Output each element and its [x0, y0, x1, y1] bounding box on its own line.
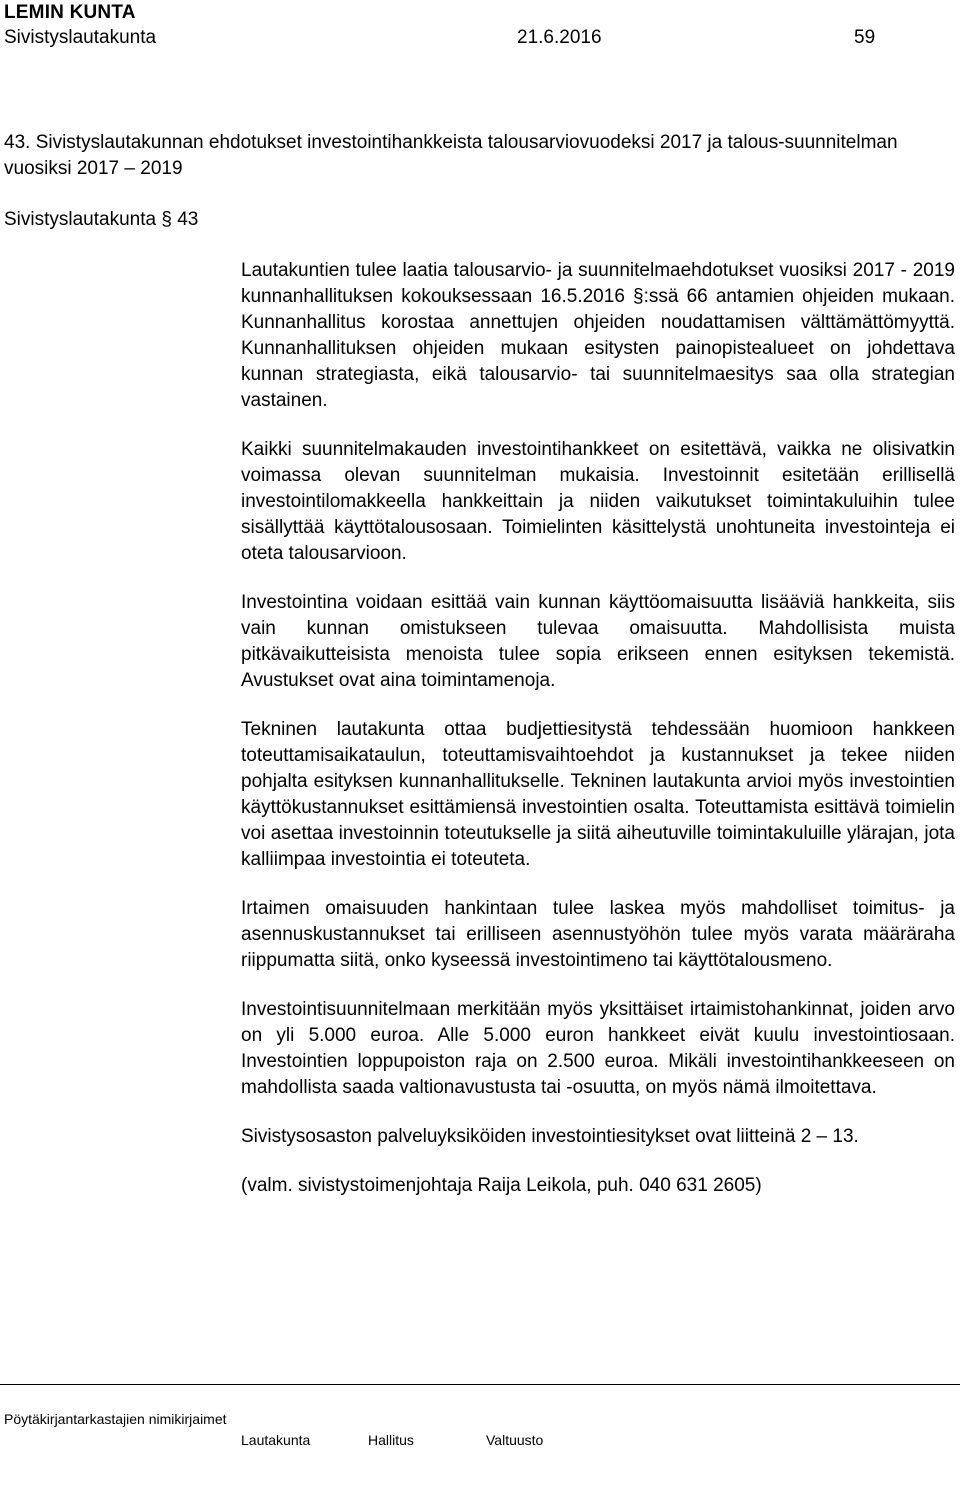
agenda-item-title: 43. Sivistyslautakunnan ehdotukset investointihankkeista talousarviovuodeksi 2017 ja talous-suunnitelman vuosiksi 2017 – 2019 — [4, 132, 898, 179]
footer-column-valtuusto: Valtuusto — [486, 1432, 544, 1448]
body-paragraph: Investointisuunnitelmaan merkitään myös yksittäiset irtaimistohankinnat, joiden arvo on yli 5.000 euroa. Alle 5.000 euron hankkeet eivät kuulu investointiosaan. Investointien loppupoiston raja on 2.500 euroa. Mikäli investointihankkeeseen on mahdollista saada valtionavustusta tai -osuutta, on myös nämä ilmoitettava. — [241, 999, 955, 1098]
header-committee: Sivistyslautakunta — [4, 27, 157, 48]
header-date: 21.6.2016 — [517, 27, 602, 48]
preparer-signature: (valm. sivistystoimenjohtaja Raija Leikola, puh. 040 631 2605) — [241, 1175, 762, 1196]
body-paragraph: Lautakuntien tulee laatia talousarvio- ja suunnitelmaehdotukset vuosiksi 2017 - 2019 kunnanhallituksen kokouksessaan 16.5.2016 §:ssä 66 antamien ohjeiden mukaan. Kunnanhallitus korostaa annettujen ohjeiden noudattamisen välttämättömyyttä. Kunnanhallituksen ohjeiden mukaan esitysten painopistealueet on johdettava kunnan strategiasta, eikä talousarvio- tai suunnitelmaesitys saa olla strategian vastainen. — [241, 260, 955, 411]
body-paragraph: Sivistysosaston palveluyksiköiden investointiesitykset ovat liitteinä 2 – 13. — [241, 1126, 859, 1147]
document-body — [241, 258, 955, 1222]
body-paragraph: Kaikki suunnitelmakauden investointihankkeet on esitettävä, vaikka ne olisivatkin voimassa olevan suunnitelman mukaisia. Investoinnit esitetään erillisellä investointilomakkeella hankkeittain ja niiden vaikutukset toimintakuluihin tulee sisällyttää käyttötalousosaan. Toimielinten käsittelystä unohtuneita investointeja ei oteta talousarvioon. — [241, 439, 955, 564]
footer-label: Pöytäkirjantarkastajien nimikirjaimet — [4, 1411, 227, 1427]
body-paragraph: Tekninen lautakunta ottaa budjettiesitystä tehdessään huomioon hankkeen toteuttamisaikataulun, toteuttamisvaihtoehdot ja kustannukset ja tekee niiden pohjalta esityksen kunnanhallitukselle. Tekninen lautakunta arvioi myös investointien käyttökustannukset esittämiensä investointien osalta. Toteuttamista esittävä toimielin voi asettaa investoinnin toteutukselle ja siitä aiheutuville toimintakuluille ylärajan, jota kalliimpaa investointia ei toteuteta. — [241, 719, 955, 870]
agenda-item-reference: Sivistyslautakunta § 43 — [4, 209, 199, 230]
footer-column-hallitus: Hallitus — [368, 1432, 414, 1448]
footer-column-lautakunta: Lautakunta — [241, 1432, 311, 1448]
body-paragraph: Irtaimen omaisuuden hankintaan tulee laskea myös mahdolliset toimitus- ja asennuskustannukset tai erilliseen asennustyöhön tulee myös varata määräraha riippumatta siitä, onko kyseessä investointimeno tai käyttötalousmeno. — [241, 898, 955, 971]
page-number: 59 — [854, 27, 876, 48]
organization-name: LEMIN KUNTA — [4, 2, 136, 23]
footer-divider — [0, 1384, 960, 1385]
body-paragraph: Investointina voidaan esittää vain kunnan käyttöomaisuutta lisääviä hankkeita, siis vain kunnan omistukseen tulevaa omaisuutta. Mahdollisista muista pitkävaikutteisista menoista tulee sopia erikseen ennen esityksen tekemistä. Avustukset ovat aina toimintamenoja. — [241, 592, 955, 691]
